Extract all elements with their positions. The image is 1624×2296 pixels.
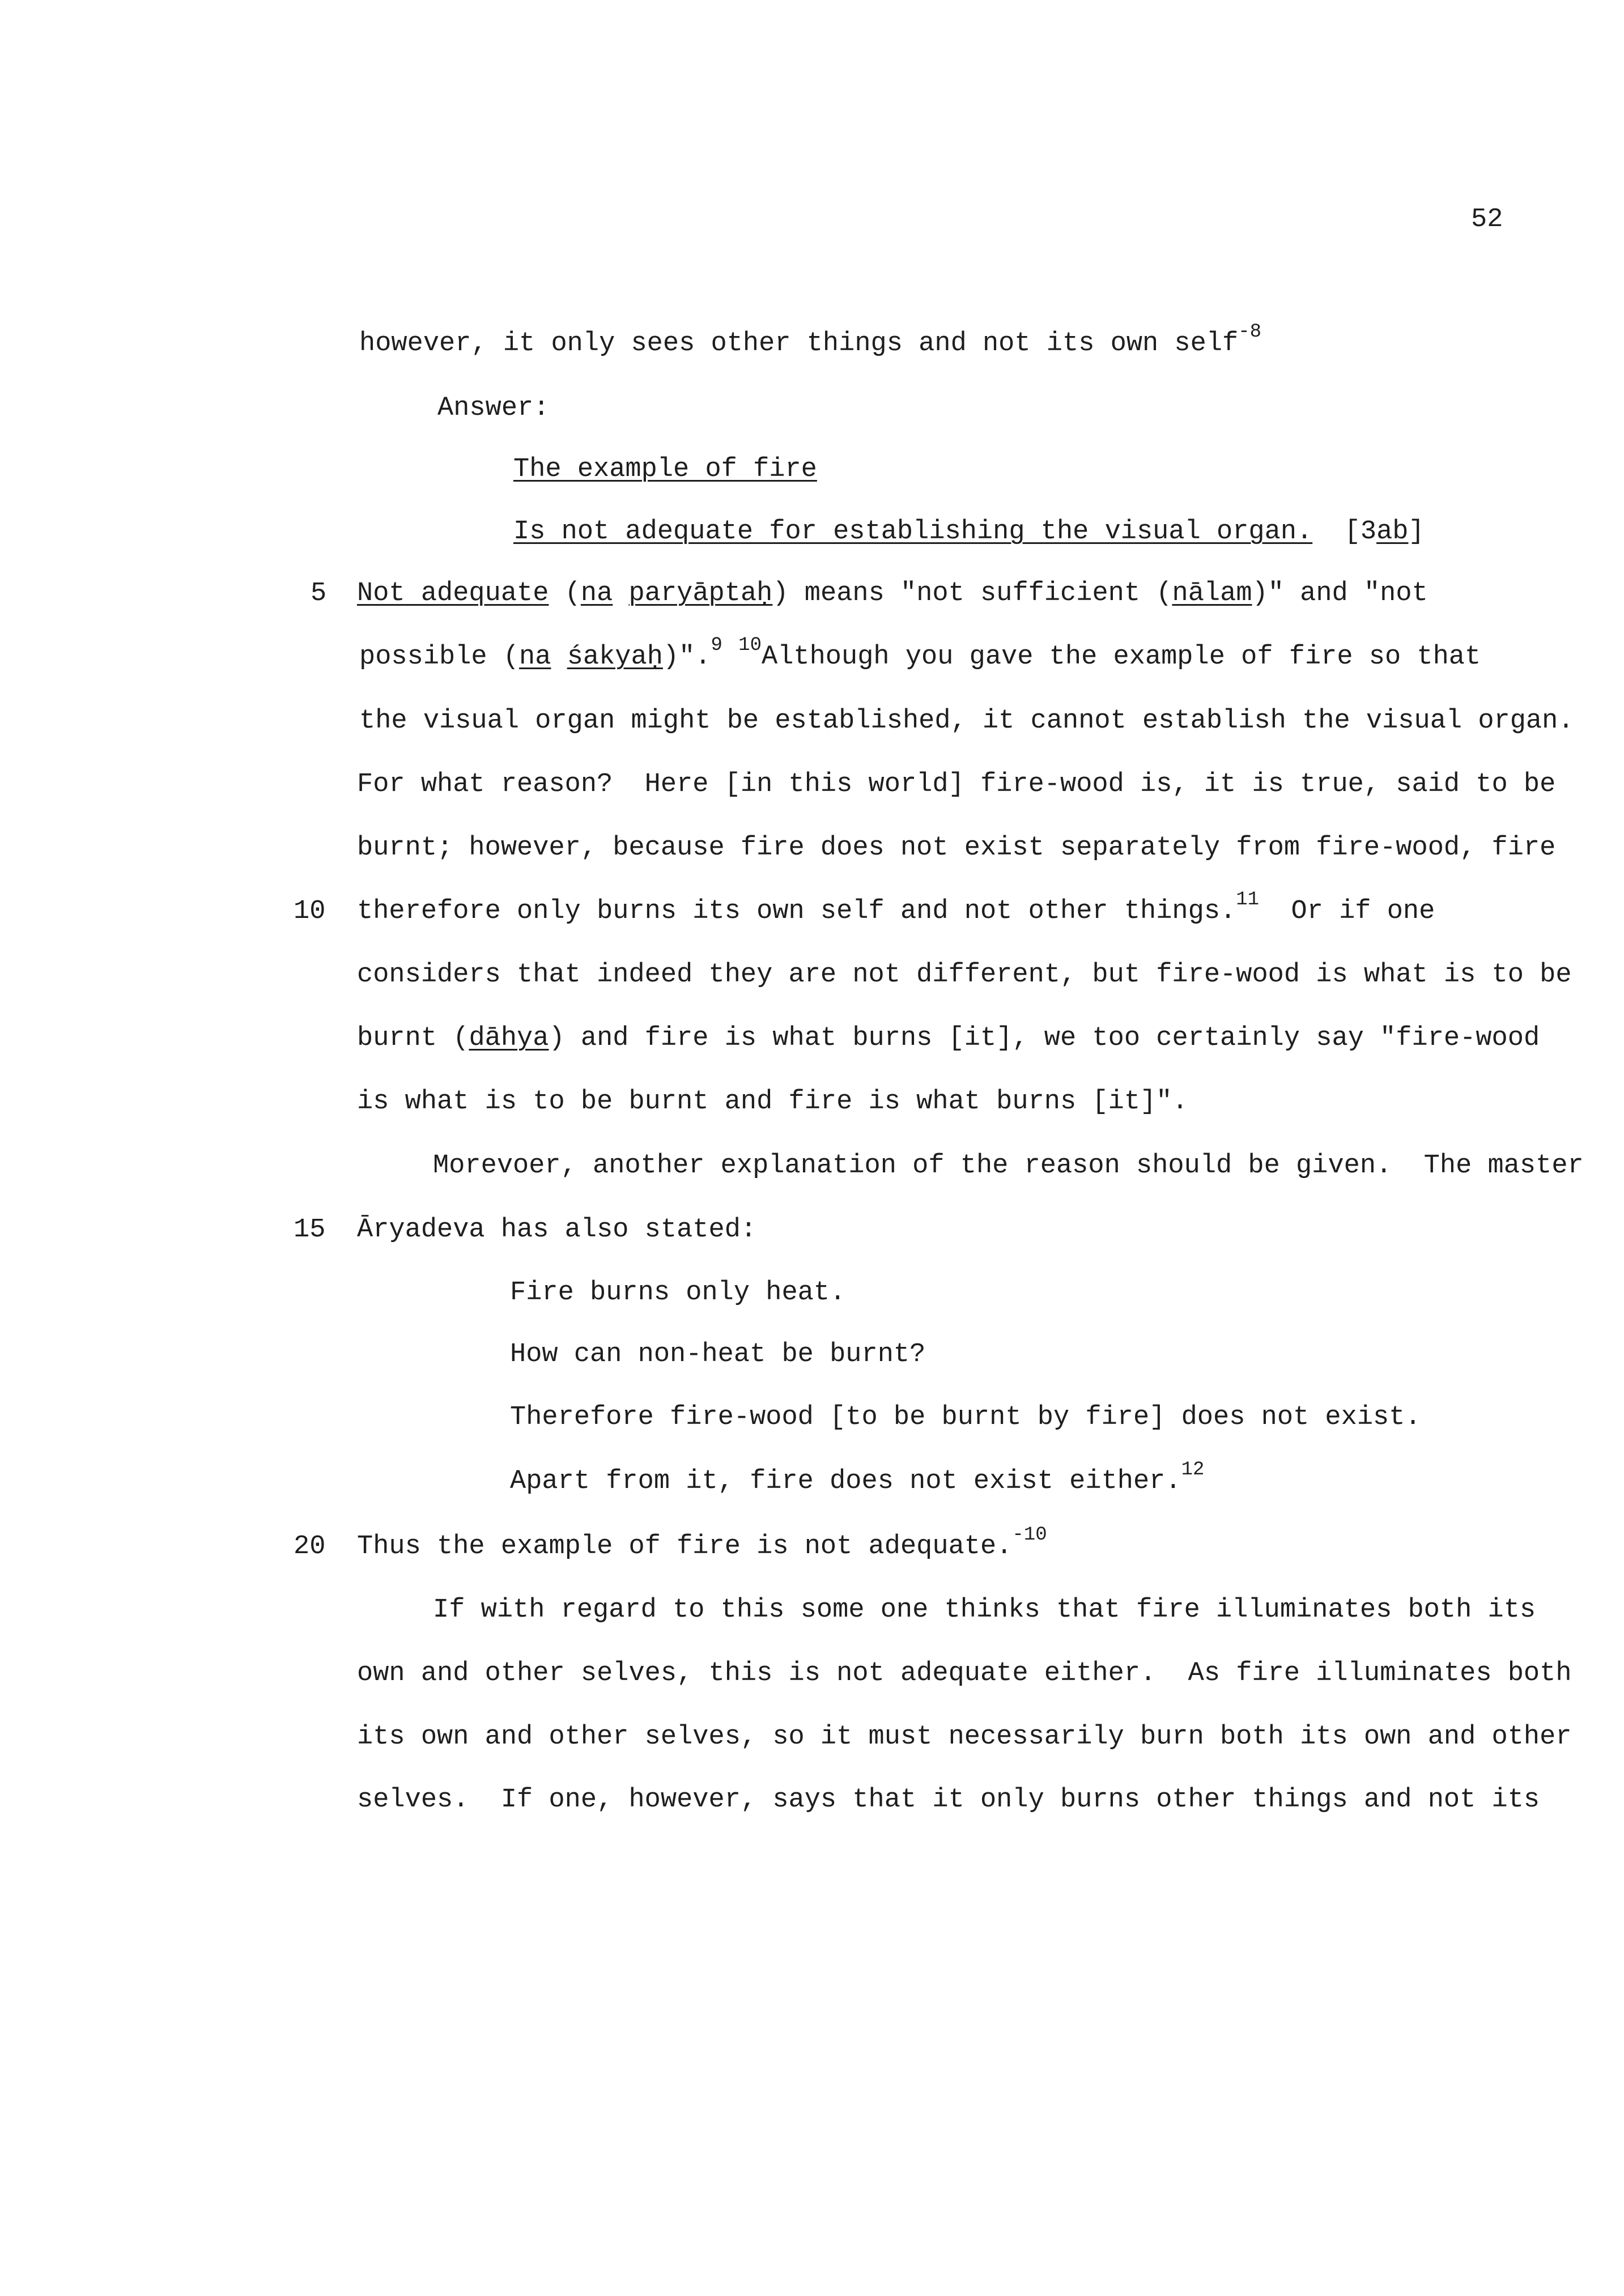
verse-text: Is not adequate for establishing the visual organ. xyxy=(513,517,1313,547)
text-line: Answer: xyxy=(437,393,550,423)
quote-line: Fire burns only heat. xyxy=(510,1278,846,1308)
text-segment: ( xyxy=(549,579,581,609)
verse-reference: [3 xyxy=(1312,517,1377,547)
text-line: own and other selves, this is not adequate either. As fire illuminates both xyxy=(357,1659,1572,1689)
text-segment: possible ( xyxy=(359,642,520,672)
text-segment: Although you gave the example of fire so that xyxy=(761,642,1481,672)
text-line xyxy=(357,889,1435,926)
text-line: burnt; however, because fire does not exist separately from fire-wood, fire xyxy=(357,833,1556,863)
sanskrit-term: na xyxy=(580,579,613,609)
sanskrit-term: dāhya xyxy=(469,1023,549,1053)
text-line: Morevoer, another explanation of the reason should be given. The master xyxy=(433,1151,1584,1181)
text-segment: Apart from it, fire does not exist either. xyxy=(510,1466,1181,1496)
quote-line xyxy=(510,1459,1205,1496)
line-number-15: 15 xyxy=(294,1215,326,1245)
footnote-marker: 12 xyxy=(1181,1459,1205,1481)
footnote-marker: -8 xyxy=(1238,321,1262,343)
footnote-marker: -10 xyxy=(1012,1524,1047,1546)
sanskrit-term: nālam xyxy=(1172,579,1252,609)
line-number-10: 10 xyxy=(294,896,326,926)
text-line xyxy=(357,1025,1540,1052)
text-segment: Or if one xyxy=(1259,896,1435,926)
text-line xyxy=(359,635,1481,672)
verse-reference-part: ab xyxy=(1376,517,1409,547)
text-segment: therefore only burns its own self and not other things. xyxy=(357,896,1236,926)
text-segment: Thus the example of fire is not adequate. xyxy=(357,1532,1013,1562)
text-segment: however, it only sees other things and not its own self xyxy=(359,329,1239,359)
text-segment: ) means "not sufficient ( xyxy=(772,579,1172,609)
sanskrit-term: na xyxy=(519,642,551,672)
text-segment xyxy=(551,642,567,672)
text-segment: )". xyxy=(662,642,711,672)
quote-line: Therefore fire-wood [to be burnt by fire] does not exist. xyxy=(510,1402,1421,1432)
text-segment xyxy=(613,579,628,609)
footnote-marker: 9 xyxy=(711,635,722,656)
footnote-marker: 10 xyxy=(738,635,762,656)
text-segment: )" and "not xyxy=(1252,579,1428,609)
quote-line: How can non-heat be burnt? xyxy=(510,1340,926,1370)
text-line: the visual organ might be established, it cannot establish the visual organ. xyxy=(359,706,1574,736)
text-segment: Not adequate xyxy=(357,579,549,609)
line-number-20: 20 xyxy=(294,1532,326,1562)
line-number-5: 5 xyxy=(311,579,327,609)
verse-line xyxy=(513,518,1425,545)
text-segment: ) and fire is what burns [it], we too certainly say "fire-wood xyxy=(549,1023,1540,1053)
text-line: its own and other selves, so it must necessarily burn both its own and other xyxy=(357,1722,1572,1752)
sanskrit-term: śakyaḥ xyxy=(567,642,663,672)
text-segment: burnt ( xyxy=(357,1023,469,1053)
verse-reference-end: ] xyxy=(1408,517,1425,547)
text-line: selves. If one, however, says that it only burns other things and not its xyxy=(357,1785,1540,1815)
sanskrit-term: paryāptaḥ xyxy=(628,579,773,609)
text-line xyxy=(357,580,1428,607)
text-line: considers that indeed they are not different, but fire-wood is what is to be xyxy=(357,960,1572,990)
page-number: 52 xyxy=(1471,205,1503,235)
text-line: is what is to be burnt and fire is what burns [it]". xyxy=(357,1087,1188,1117)
text-line xyxy=(357,1524,1047,1562)
footnote-marker: 11 xyxy=(1236,889,1260,911)
text-line: For what reason? Here [in this world] fire-wood is, it is true, said to be xyxy=(357,769,1556,800)
text-line: If with regard to this some one thinks that fire illuminates both its xyxy=(433,1595,1536,1625)
verse-line: The example of fire xyxy=(513,454,817,484)
text-line xyxy=(359,321,1262,359)
text-line: Āryadeva has also stated: xyxy=(357,1215,757,1245)
text-segment xyxy=(722,642,738,672)
